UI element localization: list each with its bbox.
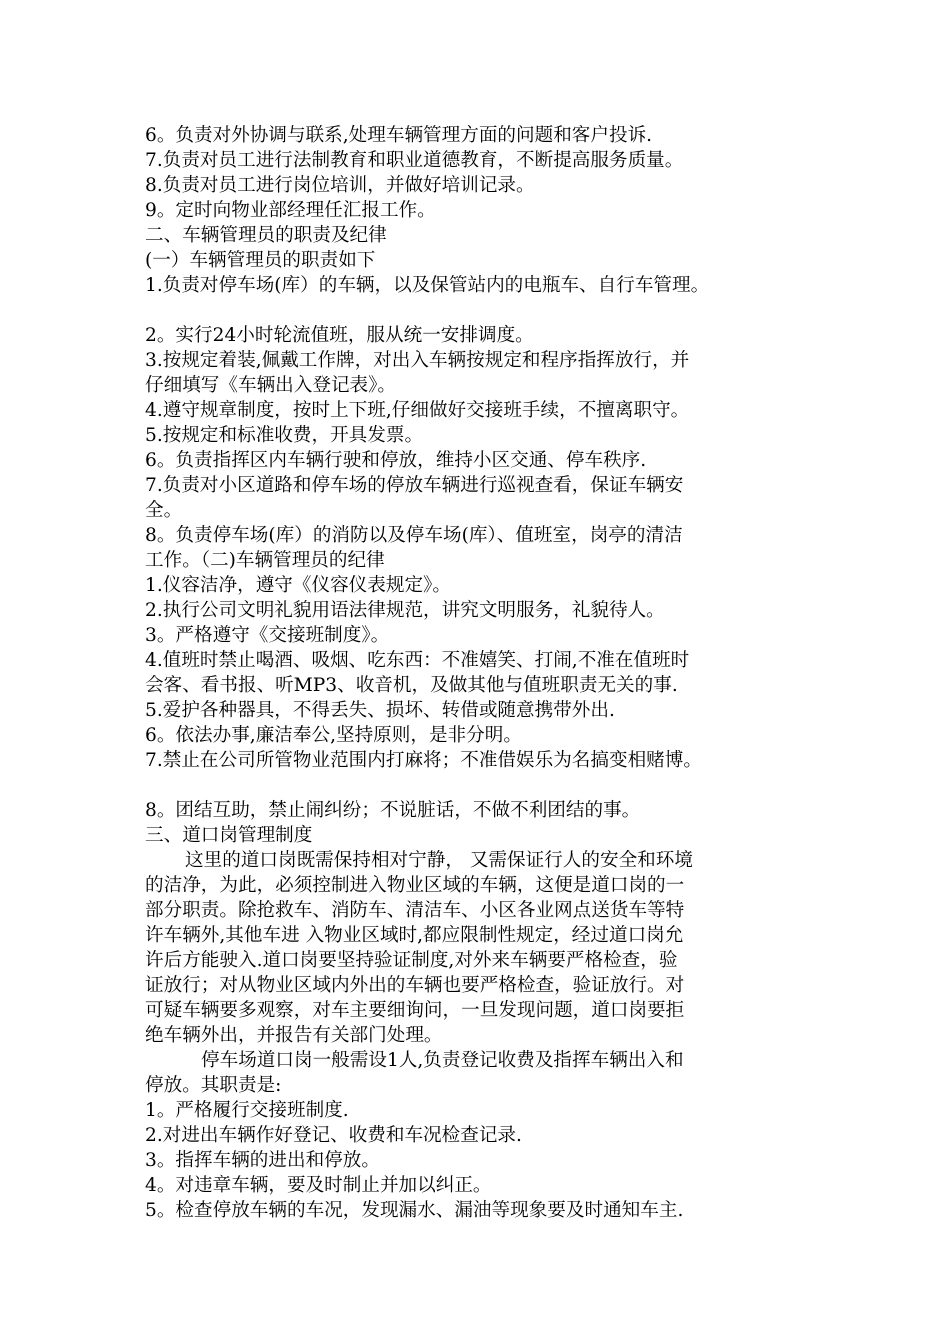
text-line: 4。对违章车辆，要及时制止并加以纠正。	[145, 1175, 492, 1196]
text-line: 3。指挥车辆的进出和停放。	[145, 1150, 380, 1171]
text-line: 6。负责对外协调与联系,处理车辆管理方面的问题和客户投诉.	[145, 125, 653, 146]
text-line: 仔细填写《车辆出入登记表》。	[145, 375, 397, 396]
text-line: 证放行；对从物业区域内外出的车辆也要严格检查，验证放行。对	[145, 975, 685, 996]
text-line: 会客、看书报、听MP3、收音机，及做其他与值班职责无关的事.	[145, 675, 678, 696]
text-line: 部分职责。除抢救车、消防车、清洁车、小区各业网点送货车等特	[145, 900, 685, 921]
text-line: 5.按规定和标准收费，开具发票。	[145, 425, 424, 446]
subsection-heading: (一）车辆管理员的职责如下	[145, 250, 376, 271]
text-line: 5。检查停放车辆的车况，发现漏水、漏油等现象要及时通知车主.	[145, 1200, 684, 1221]
text-line: 8。团结互助，禁止闹纠纷；不说脏话，不做不利团结的事。	[145, 800, 641, 821]
blank-line	[145, 773, 825, 798]
paragraph-first-line: 这里的道口岗既需保持相对宁静， 又需保证行人的安全和环境	[185, 850, 693, 871]
section-heading: 二、车辆管理员的职责及纪律	[145, 225, 387, 246]
text-line: 1.仪容洁净，遵守《仪容仪表规定》。	[145, 575, 451, 596]
section-heading: 三、道口岗管理制度	[145, 825, 313, 846]
text-line: 8.负责对员工进行岗位培训，并做好培训记录。	[145, 175, 535, 196]
text-line: 8。负责停车场(库）的消防以及停车场(库）、值班室，岗亭的清洁	[145, 525, 683, 546]
text-line: 2。实行24小时轮流值班，服从统一安排调度。	[145, 325, 534, 346]
text-line: 7.负责对小区道路和停车场的停放车辆进行巡视查看，保证车辆安	[145, 475, 684, 496]
text-line: 1。严格履行交接班制度.	[145, 1100, 349, 1121]
text-line: 2.执行公司文明礼貌用语法律规范，讲究文明服务，礼貌待人。	[145, 600, 665, 621]
text-line: 许车辆外,其他车进 入物业区域时,都应限制性规定，经过道口岗允	[145, 925, 684, 946]
text-line: 2.对进出车辆作好登记、收费和车况检查记录.	[145, 1125, 522, 1146]
text-line: 1.负责对停车场(库）的车辆，以及保管站内的电瓶车、自行车管理。	[145, 275, 710, 296]
text-line: 9。定时向物业部经理任汇报工作。	[145, 200, 436, 221]
paragraph-first-line: 停车场道口岗一般需设1人,负责登记收费及指挥车辆出入和	[201, 1050, 684, 1071]
text-line: 可疑车辆要多观察，对车主要细询问，一旦发现问题，道口岗要拒	[145, 1000, 685, 1021]
text-line: 的洁净，为此，必须控制进入物业区域的车辆，这便是道口岗的一	[145, 875, 685, 896]
text-line: 6。负责指挥区内车辆行驶和停放，维持小区交通、停车秩序.	[145, 450, 647, 471]
document-body	[145, 123, 825, 1223]
text-line: 4.遵守规章制度，按时上下班,仔细做好交接班手续，不擅离职守。	[145, 400, 690, 421]
text-line: 停放。其职责是:	[145, 1075, 282, 1096]
blank-line	[145, 298, 825, 323]
text-line: 全。	[145, 500, 183, 521]
text-line: 7.禁止在公司所管物业范围内打麻将；不准借娱乐为名搞变相赌博。	[145, 750, 702, 771]
text-line: 6。依法办事,廉洁奉公,坚持原则，是非分明。	[145, 725, 522, 746]
text-line: 绝车辆外出，并报告有关部门处理。	[145, 1025, 443, 1046]
text-line: 4.值班时禁止喝酒、吸烟、吃东西：不准嬉笑、打闹,不准在值班时	[145, 650, 690, 671]
text-line: 5.爱护各种器具，不得丢失、损坏、转借或随意携带外出.	[145, 700, 615, 721]
text-line: 3。严格遵守《交接班制度》。	[145, 625, 390, 646]
text-line: 许后方能驶入.道口岗要坚持验证制度,对外来车辆要严格检查，验	[145, 950, 678, 971]
text-line: 3.按规定着装,佩戴工作牌，对出入车辆按规定和程序指挥放行，并	[145, 350, 690, 371]
text-line: 7.负责对员工进行法制教育和职业道德教育，不断提高服务质量。	[145, 150, 684, 171]
text-line: 工作。（二)车辆管理员的纪律	[145, 550, 385, 571]
